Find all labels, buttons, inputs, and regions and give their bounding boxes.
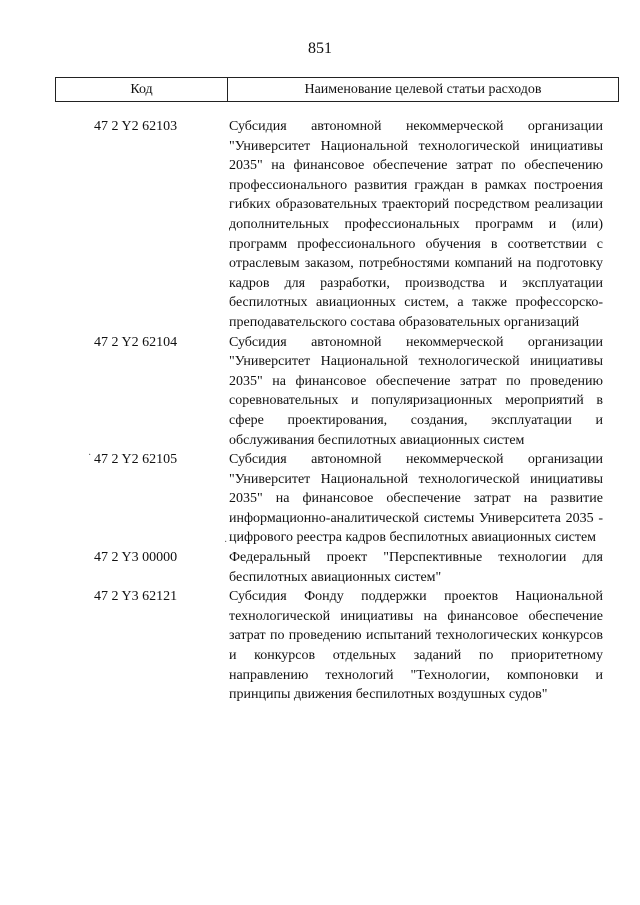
row-code: 47 2 Y3 00000 [94,550,178,566]
table-body [0,117,640,705]
row-description: Субсидия автономной некоммерческой организации "Университет Национальной технологической инициативы 2035" на финансовое обеспечение затрат по проведению соревновательных и популяризационных мероприятий в сфере проектирования, создания, эксплуатации и обслуживания беспилотных авиационных систем [229,334,603,448]
row-description: Субсидия автономной некоммерческой организации "Университет Национальной технологической инициативы 2035" на финансовое обеспечение затрат по обеспечению профессионального развития граждан в рамках построения гибких образовательных траекторий посредством реализации дополнительных профессиональных программ и (или) программ профессионального обучения в соответствии с отраслевым заказом, потребностями компаний на подготовку кадров для разработки, производства и эксплуатации беспилотных авиационных систем, а также профессорско-преподавательского состава образовательных организаций [229,119,603,330]
table-row [0,450,640,548]
row-code: 47 2 Y2 62103 [94,119,178,134]
scan-speck: · [88,450,92,461]
column-header-name: Наименование целевой статьи расходов [304,81,542,97]
row-description: Субсидия автономной некоммерческой организации "Университет Национальной технологической инициативы 2035" на финансовое обеспечение затрат на развитие информационно-аналитической системы Университета 2035 - цифрового реестра кадров беспилотных авиационных систем [229,452,603,546]
table-row [0,548,640,587]
table-row [0,587,640,705]
row-description: Федеральный проект "Перспективные технологии для беспилотных авиационных систем" [229,550,603,585]
scan-speck: · [224,537,228,548]
row-code: 47 2 Y3 62121 [94,589,178,605]
row-code: 47 2 Y2 62104 [94,334,178,350]
row-description: Субсидия Фонду поддержки проектов Национальной технологической инициативы на финансовое обеспечение затрат по проведению испытаний технологических конкурсов и конкурсов отдельных заданий по приоритетному направлению технологий "Технологии, компоновки и принципы движения беспилотных воздушных судов" [229,589,603,703]
table-header [55,77,619,102]
column-header-code: Код [56,78,228,101]
table-row [0,333,640,451]
table-row [0,117,640,333]
page-number: 851 [308,40,332,57]
row-code: 47 2 Y2 62105 [94,452,178,468]
